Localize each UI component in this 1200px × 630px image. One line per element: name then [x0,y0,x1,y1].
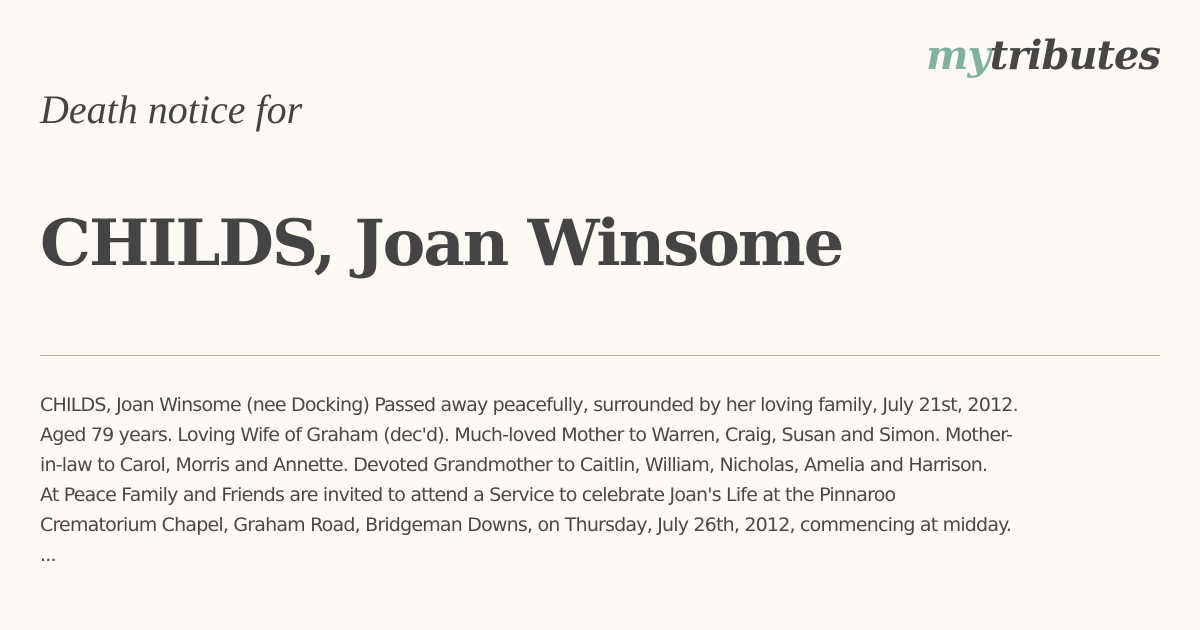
notice-type-heading: Death notice for [40,87,303,132]
notice-ellipsis: ... [40,544,56,566]
notice-text [40,390,1165,570]
divider [40,355,1160,356]
deceased-name: CHILDS, Joan Winsome [40,206,843,281]
notice-line: CHILDS, Joan Winsome (nee Docking) Passed away peacefully, surrounded by her loving family, July 21st, 2012. [40,394,1018,416]
notice-line: At Peace Family and Friends are invited to attend a Service to celebrate Joan's Life at the Pinnaroo [40,484,896,506]
notice-line: Crematorium Chapel, Graham Road, Bridgeman Downs, on Thursday, July 26th, 2012, commencing at midday. [40,514,1012,536]
notice-line: in-law to Carol, Morris and Annette. Devoted Grandmother to Caitlin, William, Nicholas, Amelia and Harrison. [40,454,988,476]
notice-line: Aged 79 years. Loving Wife of Graham (dec'd). Much-loved Mother to Warren, Craig, Susan and Simon. Mother- [40,424,1013,446]
logo-suffix: tributes [989,32,1160,79]
mytributes-logo[interactable] [926,32,1160,79]
logo-prefix: my [926,32,990,79]
